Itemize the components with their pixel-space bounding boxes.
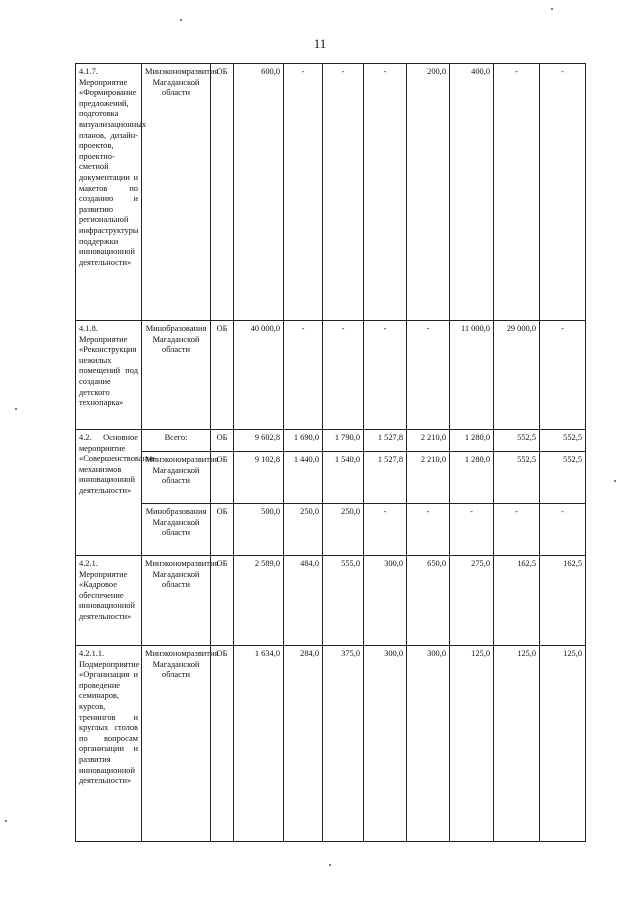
value-cell: 400,0	[450, 64, 494, 321]
value-cell: 162,5	[540, 556, 586, 646]
value-cell: 1 527,8	[364, 452, 407, 504]
value-cell: 162,5	[494, 556, 540, 646]
budget-table	[75, 63, 586, 842]
value-cell: 250,0	[284, 504, 323, 556]
value-cell: 300,0	[364, 646, 407, 842]
executor-cell: Минэкономразвития Магаданской области	[142, 64, 211, 321]
value-cell: -	[323, 321, 364, 430]
value-cell: 500,0	[234, 504, 284, 556]
value-cell: -	[284, 321, 323, 430]
value-cell: 250,0	[323, 504, 364, 556]
activity-name-cell: 4.1.7. Мероприятие «Формирование предложений, подготовка визуализационных планов, дизайн-проектов, проектно-сметной документации и макетов по созданию и развитию региональной инфраструктуры поддержки инновационной деятельности»	[76, 64, 142, 321]
value-cell: 9 602,8	[234, 430, 284, 452]
value-cell: -	[323, 64, 364, 321]
value-cell: 552,5	[540, 452, 586, 504]
source-cell: ОБ	[211, 504, 234, 556]
value-cell: 284,0	[284, 646, 323, 842]
value-cell: 11 000,0	[450, 321, 494, 430]
scan-speck	[180, 19, 182, 21]
value-cell: 1 690,0	[284, 430, 323, 452]
value-cell: 1 790,0	[323, 430, 364, 452]
page-number: 11	[313, 36, 327, 51]
value-cell: 1 634,0	[234, 646, 284, 842]
value-cell: 275,0	[450, 556, 494, 646]
value-cell: -	[494, 504, 540, 556]
scan-speck	[614, 480, 616, 482]
executor-cell: Минэкономразвития Магаданской области	[142, 452, 211, 504]
value-cell: 125,0	[540, 646, 586, 842]
scan-speck	[15, 408, 17, 410]
value-cell: -	[540, 64, 586, 321]
value-cell: 2 589,0	[234, 556, 284, 646]
value-cell: 1 540,0	[323, 452, 364, 504]
executor-cell: Минобразования Магаданской области	[142, 504, 211, 556]
value-cell: 375,0	[323, 646, 364, 842]
table-row	[76, 452, 586, 504]
executor-cell: Минэкономразвития Магаданской области	[142, 646, 211, 842]
value-cell: -	[364, 64, 407, 321]
value-cell: -	[407, 504, 450, 556]
scan-speck	[551, 8, 553, 10]
activity-name-cell: 4.2.1.1. Подмероприятие «Организация и проведение семинаров, курсов, тренингов и круглых столов по вопросам организации и развития инновационной деятельности»	[76, 646, 142, 842]
source-cell: ОБ	[211, 321, 234, 430]
value-cell: 9 102,8	[234, 452, 284, 504]
scan-speck	[329, 864, 331, 866]
value-cell: -	[540, 321, 586, 430]
table-row	[76, 430, 586, 452]
source-cell: ОБ	[211, 430, 234, 452]
executor-cell: Минобразования Магаданской области	[142, 321, 211, 430]
value-cell: 552,5	[494, 452, 540, 504]
table-row	[76, 321, 586, 430]
value-cell: 125,0	[450, 646, 494, 842]
table-row	[76, 556, 586, 646]
value-cell: -	[540, 504, 586, 556]
value-cell: -	[364, 321, 407, 430]
executor-cell: Минэкономразвития Магаданской области	[142, 556, 211, 646]
value-cell: -	[407, 321, 450, 430]
value-cell: -	[450, 504, 494, 556]
value-cell: 2 210,0	[407, 452, 450, 504]
value-cell: 300,0	[407, 646, 450, 842]
value-cell: -	[364, 504, 407, 556]
value-cell: 552,5	[494, 430, 540, 452]
value-cell: 484,0	[284, 556, 323, 646]
executor-cell: Всего:	[142, 430, 211, 452]
value-cell: 555,0	[323, 556, 364, 646]
value-cell: 650,0	[407, 556, 450, 646]
activity-name-cell: 4.1.8. Мероприятие «Реконструкция нежилых помещений под создание детского технопарка»	[76, 321, 142, 430]
value-cell: 2 210,0	[407, 430, 450, 452]
value-cell: 600,0	[234, 64, 284, 321]
table-row	[76, 64, 586, 321]
value-cell: -	[494, 64, 540, 321]
activity-name-cell: 4.2. Основное мероприятие «Совершенствование механизмов инновационной деятельности»	[76, 430, 142, 556]
value-cell: 1 440,0	[284, 452, 323, 504]
value-cell: 1 280,0	[450, 430, 494, 452]
value-cell: 40 000,0	[234, 321, 284, 430]
scan-speck	[5, 820, 7, 822]
table-row	[76, 646, 586, 842]
table-row	[76, 504, 586, 556]
value-cell: 1 280,0	[450, 452, 494, 504]
activity-name-cell: 4.2.1. Мероприятие «Кадровое обеспечение инновационной деятельности»	[76, 556, 142, 646]
value-cell: 29 000,0	[494, 321, 540, 430]
source-cell: ОБ	[211, 556, 234, 646]
value-cell: 200,0	[407, 64, 450, 321]
value-cell: 125,0	[494, 646, 540, 842]
value-cell: 552,5	[540, 430, 586, 452]
source-cell: ОБ	[211, 452, 234, 504]
source-cell: ОБ	[211, 646, 234, 842]
value-cell: 1 527,8	[364, 430, 407, 452]
source-cell: ОБ	[211, 64, 234, 321]
value-cell: -	[284, 64, 323, 321]
value-cell: 300,0	[364, 556, 407, 646]
